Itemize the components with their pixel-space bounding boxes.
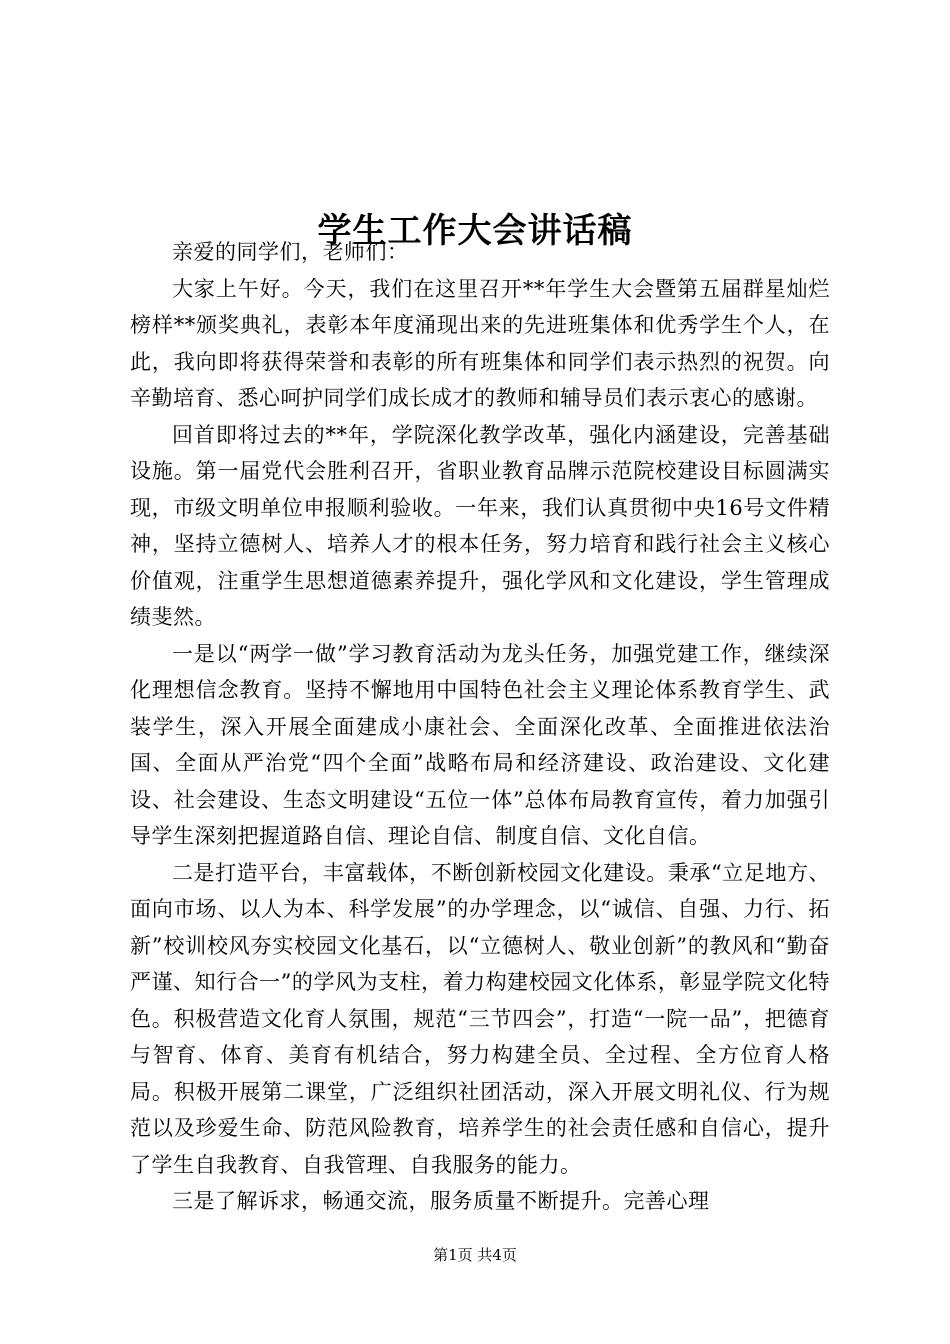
salutation: 亲爱的同学们，老师们： [172, 240, 409, 264]
paragraph-point-one: 一是以“两学一做”学习教育活动为龙头任务，加强党建工作，继续深化理想信念教育。坚持不懈地用中国特色社会主义理论体系教育学生、武装学生，深入开展全面建成小康社会、全面深化改革、全面推进依法治国、全面从严治党“四个全面”战略布局和经济建设、政治建设、文化建设、社会建设、生态文明建设“五位一体”总体布局教育宣传，着力加强引导学生深刻把握道路自信、理论自信、制度自信、文化自信。 [130, 641, 830, 848]
paragraph-point-two: 二是打造平台，丰富载体，不断创新校园文化建设。秉承“立足地方、面向市场、以人为本、科学发展”的办学理念，以“诚信、自强、力行、拓新”校训校风夯实校园文化基石，以“立德树人、敬业创新”的教风和“勤奋严谨、知行合一”的学风为支柱，着力构建校园文化体系，彰显学院文化特色。积极营造文化育人氛围，规范“三节四会”，打造“一院一品”，把德育与智育、体育、美育有机结合，努力构建全员、全过程、全方位育人格局。积极开展第二课堂，广泛组织社团活动，深入开展文明礼仪、行为规范以及珍爱生命、防范风险教育，培养学生的社会责任感和自信心，提升了学生自我教育、自我管理、自我服务的能力。 [130, 860, 830, 1177]
paragraph-greeting: 大家上午好。今天，我们在这里召开**年学生大会暨第五届群星灿烂榜样**颁奖典礼，表彰本年度涌现出来的先进班集体和优秀学生个人，在此，我向即将获得荣誉和表彰的所有班集体和同学们表示热烈的祝贺。向辛勤培育、悉心呵护同学们成长成才的教师和辅导员们表示衷心的感谢。 [130, 276, 830, 410]
paragraph-review: 回首即将过去的**年，学院深化教学改革，强化内涵建设，完善基础设施。第一届党代会胜利召开，省职业教育品牌示范院校建设目标圆满实现，市级文明单位申报顺利验收。一年来，我们认真贯彻中央16号文件精神，坚持立德树人、培养人才的根本任务，努力培育和践行社会主义核心价值观，注重学生思想道德素养提升，强化学风和文化建设，学生管理成绩斐然。 [130, 422, 830, 629]
page-footer: 第1页 共4页 [433, 1246, 517, 1264]
document-body [130, 234, 830, 1220]
paragraph-point-three: 三是了解诉求，畅通交流，服务质量不断提升。完善心理 [172, 1189, 710, 1213]
document-title: 学生工作大会讲话稿 [317, 210, 633, 251]
